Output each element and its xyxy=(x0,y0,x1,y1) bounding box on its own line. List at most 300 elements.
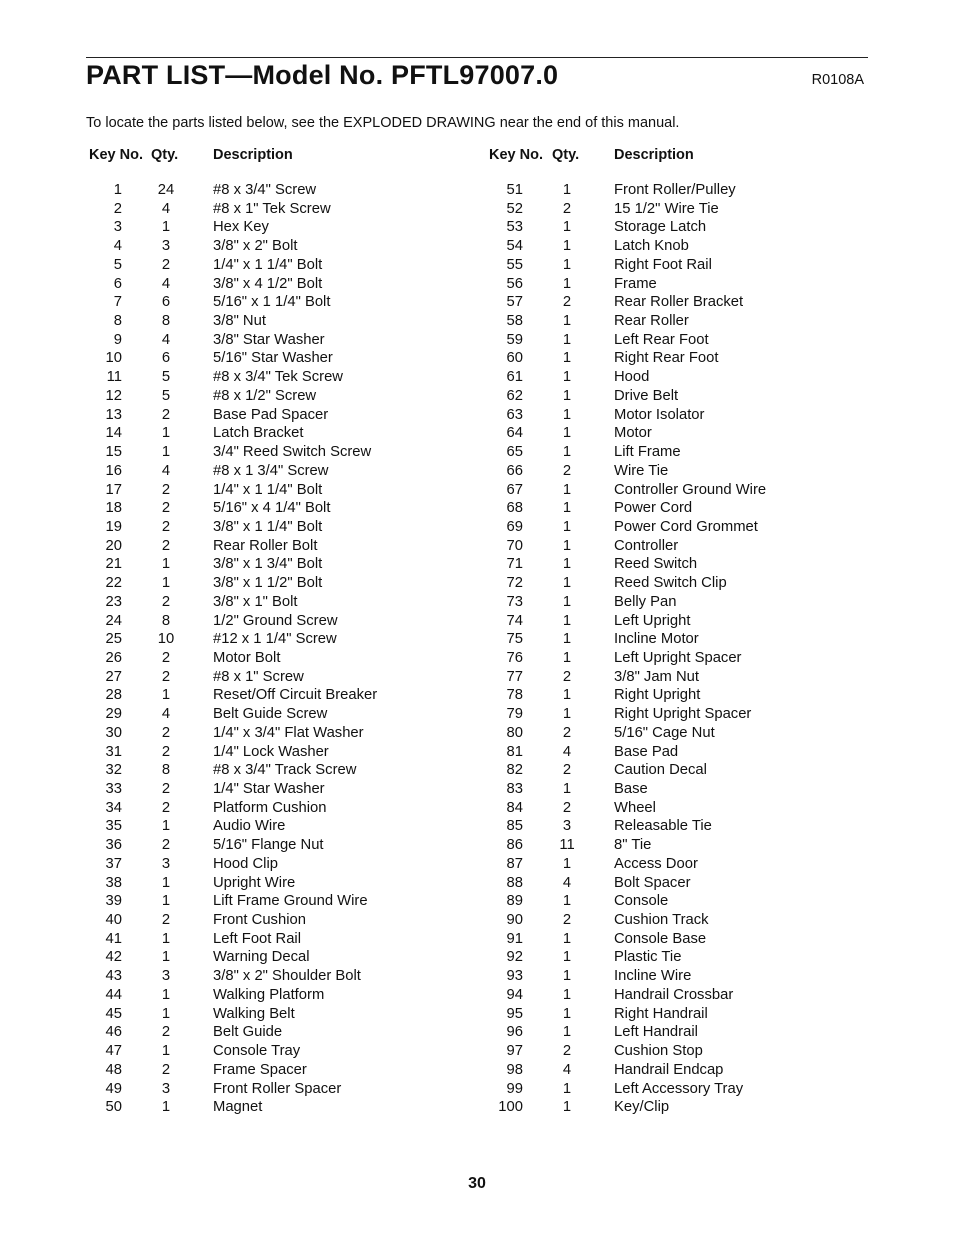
part-description: 8" Tie xyxy=(614,837,652,854)
part-key-no: 75 xyxy=(506,631,523,648)
part-key-no: 83 xyxy=(506,781,523,797)
part-key-no: 15 xyxy=(105,444,122,461)
part-description: 1/4" Star Washer xyxy=(213,781,325,797)
part-description: 1/4" x 1 1/4" Bolt xyxy=(213,256,323,273)
part-description: Key/Clip xyxy=(614,1099,670,1116)
part-qty: 4 xyxy=(161,275,171,292)
part-qty: 2 xyxy=(161,781,171,797)
part-description: Bolt Spacer xyxy=(614,874,691,891)
part-qty: 5 xyxy=(161,369,171,386)
part-qty: 2 xyxy=(161,799,171,816)
part-key-no: 80 xyxy=(506,724,523,741)
part-qty: 1 xyxy=(562,986,572,1003)
page-title: PART LIST—Model No. PFTL97007.0 xyxy=(86,60,559,90)
part-key-no: 91 xyxy=(506,930,523,947)
part-description: Upright Wire xyxy=(213,874,296,891)
part-description: 5/16" Cage Nut xyxy=(614,724,715,741)
part-description: Hex Key xyxy=(213,219,269,236)
part-description: Rear Roller Bracket xyxy=(614,294,744,311)
part-description: Motor Bolt xyxy=(213,649,281,666)
part-description: Handrail Crossbar xyxy=(614,986,734,1003)
part-key-no: 39 xyxy=(105,893,122,910)
part-key-no: 33 xyxy=(105,781,122,797)
part-key-no: 4 xyxy=(113,238,122,255)
header-qty: Qty. xyxy=(552,147,580,163)
part-description: #8 x 3/4" Screw xyxy=(213,182,317,198)
part-key-no: 57 xyxy=(506,294,523,311)
part-qty: 3 xyxy=(161,855,171,872)
part-description: Power Cord Grommet xyxy=(614,518,758,535)
part-key-no: 44 xyxy=(105,986,122,1003)
part-description: 15 1/2" Wire Tie xyxy=(614,200,719,217)
header-description: Description xyxy=(213,147,293,163)
part-qty: 1 xyxy=(562,781,572,797)
part-key-no: 67 xyxy=(506,481,523,498)
part-key-no: 79 xyxy=(506,706,523,723)
part-description: Right Rear Foot xyxy=(614,350,719,367)
part-description: Base xyxy=(614,781,648,797)
part-description: Belt Guide Screw xyxy=(213,706,328,723)
part-description: #8 x 1" Screw xyxy=(213,668,304,685)
part-qty: 4 xyxy=(562,743,572,760)
part-key-no: 95 xyxy=(506,1005,523,1022)
part-key-no: 54 xyxy=(506,238,523,255)
part-description: Motor Isolator xyxy=(614,406,705,423)
part-qty: 2 xyxy=(161,256,171,273)
part-key-no: 40 xyxy=(105,912,122,929)
part-key-no: 98 xyxy=(506,1061,523,1078)
part-qty: 2 xyxy=(562,462,572,479)
part-key-no: 62 xyxy=(506,387,523,404)
part-description: #8 x 1/2" Screw xyxy=(213,387,317,404)
part-key-no: 60 xyxy=(506,350,523,367)
part-description: Releasable Tie xyxy=(614,818,712,835)
part-key-no: 49 xyxy=(105,1080,122,1097)
part-key-no: 85 xyxy=(506,818,523,835)
part-key-no: 48 xyxy=(105,1061,122,1078)
part-description: 3/8" x 1 1/2" Bolt xyxy=(213,575,323,592)
part-description: Belly Pan xyxy=(614,593,677,610)
part-description: Cushion Stop xyxy=(614,1043,703,1060)
part-description: Latch Knob xyxy=(614,238,689,255)
part-description: 3/8" x 2" Shoulder Bolt xyxy=(213,968,361,985)
part-description: Wire Tie xyxy=(614,462,669,479)
part-qty: 2 xyxy=(161,837,171,854)
part-qty: 3 xyxy=(161,968,171,985)
part-qty: 1 xyxy=(562,537,572,554)
part-key-no: 74 xyxy=(506,612,523,629)
part-qty: 1 xyxy=(161,556,171,573)
part-qty: 1 xyxy=(562,593,572,610)
part-qty: 1 xyxy=(562,556,572,573)
part-qty: 8 xyxy=(161,762,171,779)
part-description: Left Accessory Tray xyxy=(614,1080,744,1097)
part-key-no: 47 xyxy=(105,1043,122,1060)
part-qty: 4 xyxy=(562,874,572,891)
part-qty: 1 xyxy=(161,1099,171,1116)
part-qty: 2 xyxy=(562,912,572,929)
part-qty: 2 xyxy=(562,668,572,685)
part-description: Frame xyxy=(614,275,657,292)
part-description: 3/8" x 4 1/2" Bolt xyxy=(213,275,323,292)
part-key-no: 72 xyxy=(506,575,523,592)
part-qty: 2 xyxy=(161,1061,171,1078)
part-key-no: 11 xyxy=(106,369,122,386)
part-description: Wheel xyxy=(614,799,656,816)
part-key-no: 96 xyxy=(506,1024,523,1041)
part-qty: 1 xyxy=(161,575,171,592)
part-qty: 1 xyxy=(562,425,572,442)
part-qty: 1 xyxy=(562,893,572,910)
part-qty: 1 xyxy=(161,818,171,835)
part-key-no: 35 xyxy=(105,818,122,835)
part-key-no: 28 xyxy=(105,687,122,704)
part-qty: 4 xyxy=(161,462,171,479)
part-key-no: 7 xyxy=(113,294,122,311)
part-description: 1/4" Lock Washer xyxy=(213,743,329,760)
part-description: 3/8" Star Washer xyxy=(213,331,325,348)
part-qty: 11 xyxy=(559,837,575,854)
part-description: Incline Wire xyxy=(614,968,692,985)
part-qty: 1 xyxy=(562,387,572,404)
part-description: Front Roller/Pulley xyxy=(614,182,736,198)
part-qty: 1 xyxy=(562,855,572,872)
part-qty: 1 xyxy=(161,425,171,442)
part-key-no: 92 xyxy=(506,949,523,966)
part-description: 1/4" x 3/4" Flat Washer xyxy=(213,724,364,741)
part-qty: 1 xyxy=(562,612,572,629)
part-qty: 2 xyxy=(562,200,572,217)
part-description: Lift Frame xyxy=(614,444,681,461)
part-key-no: 59 xyxy=(506,331,523,348)
part-key-no: 2 xyxy=(113,200,122,217)
part-key-no: 78 xyxy=(506,687,523,704)
part-key-no: 25 xyxy=(105,631,122,648)
part-qty: 1 xyxy=(161,219,171,236)
part-qty: 1 xyxy=(562,481,572,498)
part-key-no: 21 xyxy=(105,556,122,573)
part-description: Controller xyxy=(614,537,679,554)
part-description: Reset/Off Circuit Breaker xyxy=(213,687,378,704)
part-qty: 2 xyxy=(161,649,171,666)
part-qty: 4 xyxy=(161,200,171,217)
part-description: Rear Roller xyxy=(614,313,689,330)
part-description: 3/8" x 1 1/4" Bolt xyxy=(213,518,323,535)
part-key-no: 34 xyxy=(105,799,122,816)
part-qty: 3 xyxy=(562,818,572,835)
part-key-no: 30 xyxy=(105,724,122,741)
intro-text: To locate the parts listed below, see the EXPLODED DRAWING near the end of this manual. xyxy=(86,115,680,131)
part-key-no: 89 xyxy=(506,893,523,910)
part-key-no: 18 xyxy=(105,500,122,517)
part-qty: 2 xyxy=(161,500,171,517)
header-qty: Qty. xyxy=(151,147,179,163)
part-key-no: 81 xyxy=(506,743,523,760)
part-qty: 1 xyxy=(161,1043,171,1060)
part-key-no: 86 xyxy=(506,837,523,854)
part-key-no: 50 xyxy=(105,1099,122,1116)
part-description: 3/8" x 2" Bolt xyxy=(213,238,298,255)
part-key-no: 36 xyxy=(105,837,122,854)
part-qty: 1 xyxy=(562,575,572,592)
part-description: Belt Guide xyxy=(213,1024,283,1041)
part-description: Console Tray xyxy=(213,1043,301,1060)
part-qty: 1 xyxy=(562,706,572,723)
part-key-no: 82 xyxy=(506,762,523,779)
part-key-no: 64 xyxy=(506,425,523,442)
part-qty: 1 xyxy=(562,182,572,198)
part-key-no: 52 xyxy=(506,200,523,217)
part-description: Front Cushion xyxy=(213,912,306,929)
part-description: Frame Spacer xyxy=(213,1061,307,1078)
part-description: 5/16" x 1 1/4" Bolt xyxy=(213,294,331,311)
part-qty: 1 xyxy=(562,256,572,273)
part-description: Walking Platform xyxy=(213,986,325,1003)
part-key-no: 43 xyxy=(105,968,122,985)
part-key-no: 22 xyxy=(105,575,122,592)
part-key-no: 55 xyxy=(506,256,523,273)
part-description: 5/16" Star Washer xyxy=(213,350,333,367)
part-description: Left Upright xyxy=(614,612,691,629)
part-description: Storage Latch xyxy=(614,219,707,236)
part-key-no: 71 xyxy=(506,556,523,573)
part-key-no: 19 xyxy=(105,518,122,535)
part-key-no: 87 xyxy=(506,855,523,872)
part-description: Lift Frame Ground Wire xyxy=(213,893,368,910)
part-description: Rear Roller Bolt xyxy=(213,537,318,554)
part-key-no: 31 xyxy=(105,743,122,760)
part-description: Motor xyxy=(614,425,652,442)
part-description: Hood xyxy=(614,369,650,386)
part-description: 1/4" x 1 1/4" Bolt xyxy=(213,481,323,498)
part-key-no: 13 xyxy=(105,406,122,423)
part-qty: 1 xyxy=(161,874,171,891)
part-description: Left Rear Foot xyxy=(614,331,709,348)
part-qty: 1 xyxy=(562,406,572,423)
part-description: Warning Decal xyxy=(213,949,310,966)
part-qty: 1 xyxy=(562,631,572,648)
part-qty: 3 xyxy=(161,1080,171,1097)
part-description: Audio Wire xyxy=(213,818,286,835)
header-key-no: Key No. xyxy=(89,147,143,163)
part-qty: 1 xyxy=(161,949,171,966)
part-qty: 24 xyxy=(157,182,175,198)
part-description: Access Door xyxy=(614,855,698,872)
part-key-no: 66 xyxy=(506,462,523,479)
part-key-no: 42 xyxy=(105,949,122,966)
part-qty: 2 xyxy=(161,743,171,760)
part-description: Console Base xyxy=(614,930,707,947)
part-qty: 2 xyxy=(161,593,171,610)
part-qty: 2 xyxy=(161,668,171,685)
part-key-no: 73 xyxy=(506,593,523,610)
part-key-no: 45 xyxy=(105,1005,122,1022)
part-qty: 2 xyxy=(161,1024,171,1041)
part-key-no: 32 xyxy=(105,762,122,779)
part-key-no: 90 xyxy=(506,912,523,929)
part-description: 5/16" x 4 1/4" Bolt xyxy=(213,500,331,517)
part-qty: 4 xyxy=(161,706,171,723)
part-key-no: 27 xyxy=(105,668,122,685)
part-key-no: 12 xyxy=(105,387,122,404)
part-description: 3/4" Reed Switch Screw xyxy=(213,444,372,461)
part-key-no: 41 xyxy=(105,930,122,947)
header-key-no: Key No. xyxy=(489,147,543,163)
part-description: Right Handrail xyxy=(614,1005,708,1022)
part-qty: 4 xyxy=(562,1061,572,1078)
part-qty: 2 xyxy=(562,724,572,741)
part-qty: 1 xyxy=(161,687,171,704)
part-key-no: 6 xyxy=(113,275,122,292)
part-description: Front Roller Spacer xyxy=(213,1080,342,1097)
part-key-no: 37 xyxy=(105,855,122,872)
part-description: Hood Clip xyxy=(213,855,278,872)
part-qty: 2 xyxy=(161,724,171,741)
part-key-no: 51 xyxy=(506,182,523,198)
part-key-no: 100 xyxy=(498,1099,523,1116)
part-qty: 1 xyxy=(562,1024,572,1041)
part-description: Drive Belt xyxy=(614,387,679,404)
part-qty: 2 xyxy=(562,762,572,779)
part-qty: 1 xyxy=(161,893,171,910)
part-key-no: 93 xyxy=(506,968,523,985)
part-qty: 8 xyxy=(161,612,171,629)
part-key-no: 20 xyxy=(105,537,122,554)
part-qty: 1 xyxy=(562,350,572,367)
part-key-no: 14 xyxy=(105,425,122,442)
part-key-no: 88 xyxy=(506,874,523,891)
part-key-no: 69 xyxy=(506,518,523,535)
part-key-no: 63 xyxy=(506,406,523,423)
part-key-no: 56 xyxy=(506,275,523,292)
part-key-no: 46 xyxy=(105,1024,122,1041)
part-description: Latch Bracket xyxy=(213,425,304,442)
part-qty: 1 xyxy=(161,986,171,1003)
part-qty: 1 xyxy=(562,930,572,947)
part-qty: 1 xyxy=(562,313,572,330)
part-qty: 6 xyxy=(161,294,171,311)
part-description: Platform Cushion xyxy=(213,799,327,816)
part-description: #8 x 3/4" Tek Screw xyxy=(213,369,343,386)
part-key-no: 99 xyxy=(506,1080,523,1097)
part-qty: 1 xyxy=(562,369,572,386)
part-key-no: 76 xyxy=(506,649,523,666)
part-description: #8 x 1 3/4" Screw xyxy=(213,462,329,479)
part-key-no: 23 xyxy=(105,593,122,610)
part-qty: 2 xyxy=(161,518,171,535)
part-qty: 3 xyxy=(161,238,171,255)
part-description: #8 x 3/4" Track Screw xyxy=(213,762,357,779)
part-key-no: 16 xyxy=(105,462,122,479)
part-qty: 1 xyxy=(562,949,572,966)
top-rule xyxy=(86,57,868,58)
part-qty: 1 xyxy=(161,444,171,461)
part-key-no: 3 xyxy=(113,219,122,236)
part-qty: 2 xyxy=(562,1043,572,1060)
part-description: Right Foot Rail xyxy=(614,256,712,273)
part-description: Reed Switch Clip xyxy=(614,575,727,592)
part-key-no: 77 xyxy=(506,668,523,685)
part-key-no: 26 xyxy=(105,649,122,666)
part-qty: 2 xyxy=(161,481,171,498)
part-key-no: 38 xyxy=(105,874,122,891)
part-key-no: 17 xyxy=(105,481,122,498)
part-qty: 1 xyxy=(562,500,572,517)
part-qty: 6 xyxy=(161,350,171,367)
page-number: 30 xyxy=(468,1175,486,1192)
part-key-no: 68 xyxy=(506,500,523,517)
part-qty: 2 xyxy=(161,537,171,554)
part-qty: 1 xyxy=(562,649,572,666)
part-key-no: 8 xyxy=(113,313,122,330)
part-description: Handrail Endcap xyxy=(614,1061,724,1078)
part-qty: 1 xyxy=(562,687,572,704)
part-key-no: 10 xyxy=(105,350,122,367)
part-qty: 8 xyxy=(161,313,171,330)
header-description: Description xyxy=(614,147,694,163)
part-description: 3/8" x 1" Bolt xyxy=(213,593,298,610)
part-key-no: 94 xyxy=(506,986,523,1003)
part-key-no: 70 xyxy=(506,537,523,554)
part-description: 3/8" x 1 3/4" Bolt xyxy=(213,556,323,573)
part-qty: 1 xyxy=(562,1099,572,1116)
part-description: Power Cord xyxy=(614,500,693,517)
part-qty: 1 xyxy=(562,444,572,461)
part-key-no: 1 xyxy=(113,182,122,198)
part-qty: 1 xyxy=(161,1005,171,1022)
part-qty: 2 xyxy=(562,294,572,311)
part-key-no: 9 xyxy=(113,331,122,348)
part-qty: 4 xyxy=(161,331,171,348)
part-description: 5/16" Flange Nut xyxy=(213,837,324,854)
part-qty: 1 xyxy=(562,331,572,348)
part-description: Controller Ground Wire xyxy=(614,481,767,498)
part-key-no: 61 xyxy=(506,369,523,386)
part-description: Base Pad xyxy=(614,743,679,760)
part-qty: 5 xyxy=(161,387,171,404)
part-description: Reed Switch xyxy=(614,556,698,573)
document-code: R0108A xyxy=(811,72,864,88)
part-key-no: 65 xyxy=(506,444,523,461)
part-qty: 10 xyxy=(157,631,175,648)
part-description: #8 x 1" Tek Screw xyxy=(213,200,331,217)
part-qty: 1 xyxy=(562,275,572,292)
part-qty: 1 xyxy=(562,518,572,535)
part-description: Cushion Track xyxy=(614,912,709,929)
part-description: Magnet xyxy=(213,1099,263,1116)
part-qty: 2 xyxy=(562,799,572,816)
part-qty: 2 xyxy=(161,406,171,423)
part-description: #12 x 1 1/4" Screw xyxy=(213,631,337,648)
part-key-no: 29 xyxy=(105,706,122,723)
part-qty: 1 xyxy=(562,238,572,255)
part-description: Left Handrail xyxy=(614,1024,698,1041)
part-description: Right Upright Spacer xyxy=(614,706,752,723)
part-key-no: 53 xyxy=(506,219,523,236)
part-qty: 1 xyxy=(562,968,572,985)
part-description: Left Foot Rail xyxy=(213,930,302,947)
part-description: 3/8" Jam Nut xyxy=(614,668,700,685)
part-qty: 1 xyxy=(161,930,171,947)
part-key-no: 5 xyxy=(113,256,122,273)
part-description: Right Upright xyxy=(614,687,701,704)
part-description: Left Upright Spacer xyxy=(614,649,742,666)
part-key-no: 58 xyxy=(506,313,523,330)
part-key-no: 97 xyxy=(506,1043,523,1060)
part-key-no: 24 xyxy=(105,612,122,629)
part-key-no: 84 xyxy=(506,799,523,816)
part-description: Console xyxy=(614,893,669,910)
